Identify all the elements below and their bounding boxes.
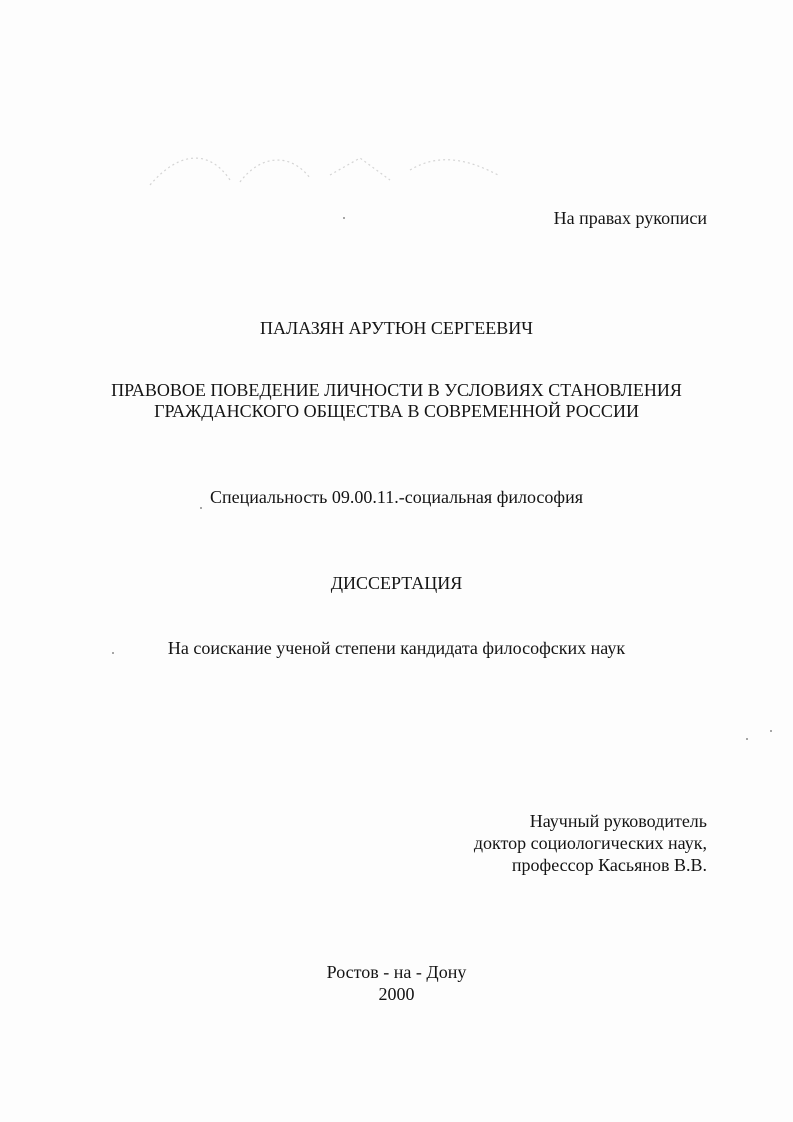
city: Ростов - на - Дону xyxy=(326,962,467,982)
year: 2000 xyxy=(378,984,415,1004)
title-line-1: ПРАВОВОЕ ПОВЕДЕНИЕ ЛИЧНОСТИ В УСЛОВИЯХ СТАНОВЛЕНИЯ xyxy=(111,380,682,400)
scan-speck xyxy=(770,730,772,732)
manuscript-note: На правах рукописи xyxy=(553,208,707,228)
faint-stamp-mark xyxy=(140,140,540,200)
scan-speck xyxy=(746,738,748,740)
supervisor-degree: доктор социологических наук, xyxy=(473,833,707,853)
supervisor-name: профессор Касьянов В.В. xyxy=(511,855,707,875)
author-name: ПАЛАЗЯН АРУТЮН СЕРГЕЕВИЧ xyxy=(259,318,533,338)
degree-statement: На соискание ученой степени кандидата философских наук xyxy=(167,638,626,658)
scan-speck xyxy=(343,217,345,219)
supervisor-label: Научный руководитель xyxy=(529,811,707,831)
document-type: ДИССЕРТАЦИЯ xyxy=(330,573,463,593)
title-line-2: ГРАЖДАНСКОГО ОБЩЕСТВА В СОВРЕМЕННОЙ РОССИИ xyxy=(154,401,639,421)
specialty: Специальность 09.00.11.-социальная философия xyxy=(210,487,583,507)
scan-speck xyxy=(200,507,202,509)
scan-speck xyxy=(112,652,114,654)
